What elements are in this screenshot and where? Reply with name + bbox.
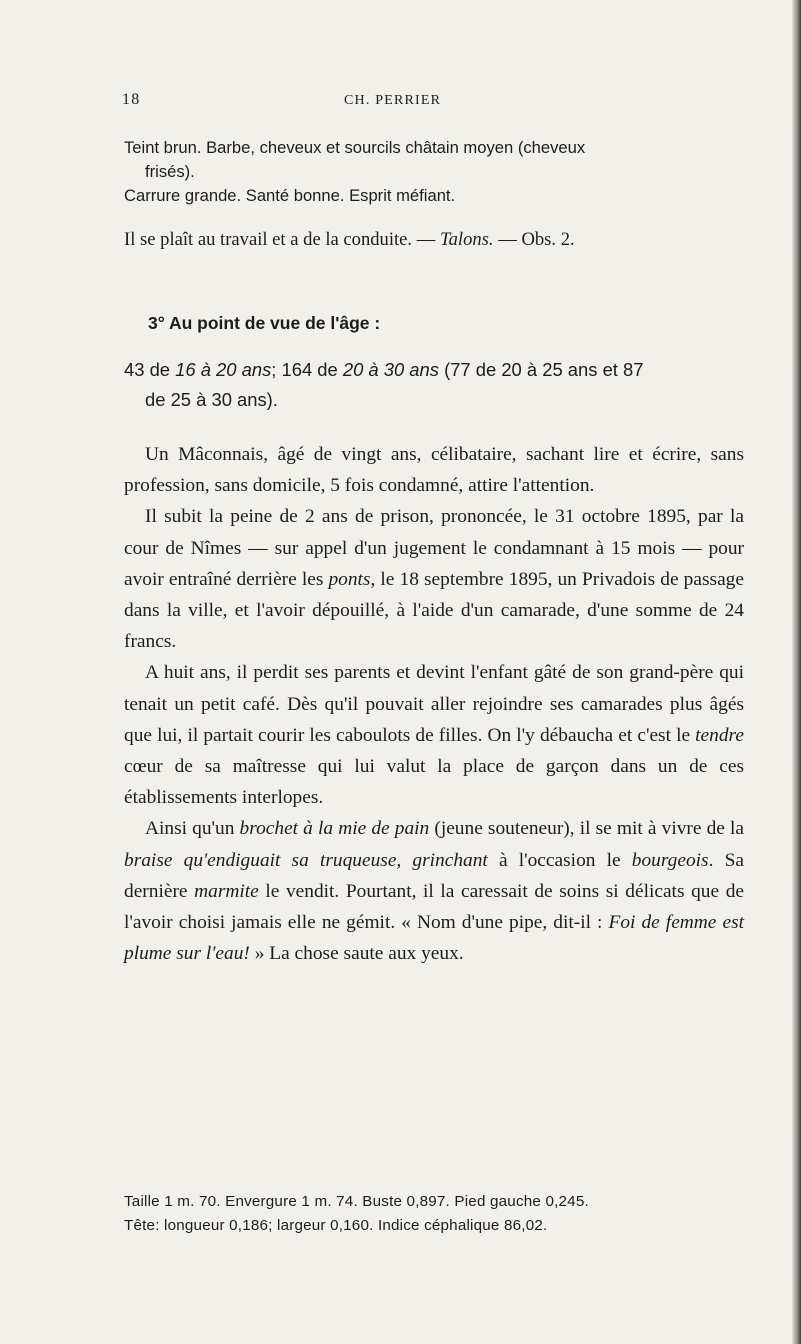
paragraph-text: Ainsi qu'un (145, 818, 240, 840)
section-title: Au point de vue de l'âge : (168, 313, 381, 333)
paragraph-text: cœur de sa maîtresse qui lui valut la place de garçon dans un de ces établissements interlopes. (124, 756, 744, 809)
running-title: CH. PERRIER (344, 93, 442, 108)
age-text: ; 164 de (271, 359, 343, 380)
age-range: 16 à 20 ans (175, 359, 272, 380)
page-edge (792, 0, 801, 1344)
main-text (124, 439, 744, 969)
italic-term: marmite (194, 880, 259, 902)
paragraph-text: » La chose saute aux yeux. (249, 943, 464, 965)
description-line: Teint brun. Barbe, cheveux et sourcils châtain moyen (cheveux (124, 138, 586, 157)
paragraph-text: à l'occasion le (487, 849, 632, 871)
paragraph-text: Il subit la peine de 2 ans de prison, prononcée, le 31 octobre 1895, par la cour de Nîmes — sur appel d'un jugement le condamnant à 15 mois — pour avoir entraîné derrière les (124, 506, 744, 590)
paragraph (124, 657, 744, 813)
age-line (124, 355, 744, 385)
paragraph-text: le vendit. Pourtant, il la caressait de soins si délicats que de l'avoir choisi jamais elle ne gémit. « Nom d'une pipe, dit-il : (124, 880, 744, 934)
description-block (124, 136, 744, 208)
paragraph-text: , le 18 septembre 1895, un Privadois de passage dans la ville, et l'avoir dépouillé, à l'aide d'un camarade, d'une somme de 24 francs. (124, 568, 744, 653)
age-summary (124, 355, 744, 415)
age-line: de 25 à 30 ans). (145, 389, 278, 410)
conduct-line (124, 225, 744, 255)
age-range: 20 à 30 ans (342, 359, 439, 380)
paragraph-text: . Sa dernière (124, 849, 744, 902)
description-line: frisés). (145, 162, 195, 181)
paragraph: Un Mâconnais, âgé de vingt ans, célibataire, sachant lire et écrire, sans profession, sans domicile, 5 fois condamné, attire l'attention. (124, 444, 744, 497)
conduct-text: Il se plaît au travail et a de la conduite. — (124, 229, 440, 250)
page-number: 18 (122, 91, 141, 108)
measurements (124, 1190, 744, 1238)
italic-term: bourgeois (631, 849, 709, 871)
italic-term: tendre (695, 724, 744, 746)
description-line: Carrure grande. Santé bonne. Esprit méfiant. (124, 186, 456, 205)
italic-quote: Foi de femme est plume sur l'eau! (124, 912, 744, 965)
section-number: 3° (148, 313, 165, 333)
paragraph (124, 501, 744, 657)
age-text: (77 de 20 à 25 ans et 87 (438, 359, 644, 380)
section-heading (148, 313, 768, 334)
paragraph-text: A huit ans, il perdit ses parents et devint l'enfant gâté de son grand-père qui tenait un petit café. Dès qu'il pouvait aller rejoindre ses camarades plus âgés que lui, il partait courir les caboulots de filles. On l'y débaucha et c'est le (124, 662, 744, 746)
paragraph (124, 813, 744, 969)
measurement-line: Taille 1 m. 70. Envergure 1 m. 74. Buste 0,897. Pied gauche 0,245. (124, 1193, 589, 1210)
italic-term: ponts (328, 568, 371, 590)
age-text: 43 de (124, 359, 176, 380)
measurement-line: Tête: longueur 0,186; largeur 0,160. Indice céphalique 86,02. (124, 1217, 548, 1234)
conduct-italic: Talons. (439, 229, 494, 250)
italic-term: brochet à la mie de pain (239, 818, 430, 840)
running-header (122, 91, 742, 115)
conduct-obs: — Obs. 2. (493, 229, 575, 250)
italic-term: braise qu'endiguait sa truqueuse, grinchant (124, 849, 488, 871)
paragraph-text: (jeune souteneur), il se mit à vivre de la (429, 818, 744, 840)
